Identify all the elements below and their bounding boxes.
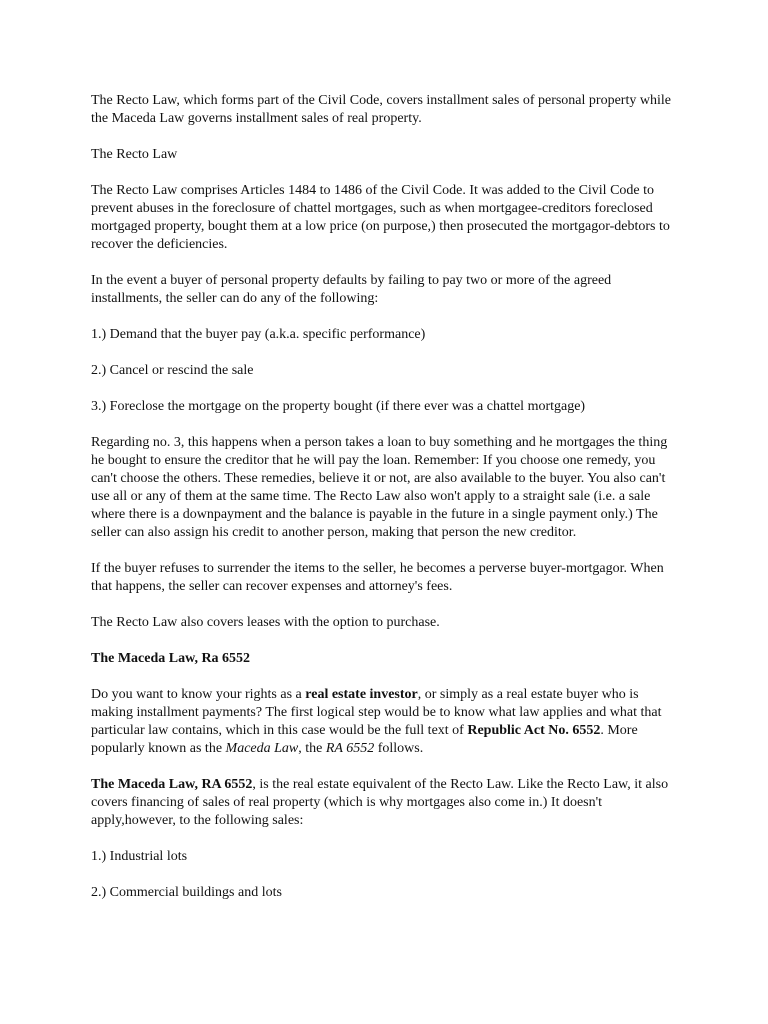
maceda-p1-text-4: , the [298,741,326,756]
maceda-law-paragraph-1 [91,686,678,758]
recto-law-paragraph-5: The Recto Law also covers leases with the option to purchase. [91,615,440,630]
maceda-law-paragraph-2 [91,776,678,830]
maceda-p1-text-5: follows. [374,741,424,756]
republic-act-bold: Republic Act No. 6552 [467,723,601,738]
maceda-exception-1: 1.) Industrial lots [91,849,188,864]
maceda-law-heading: The Maceda Law, Ra 6552 [91,651,251,666]
recto-law-paragraph-1: The Recto Law comprises Articles 1484 to 1486 of the Civil Code. It was added to the Civil Code to prevent abuses in the foreclosure of chattel mortgages, such as when mortgagee-creditors foreclosed mortgaged property, bought them at a low price (on purpose,) then prosecuted the mortgagor-debtors to recover the deficiencies. [91,183,670,252]
maceda-p2-text-1: , is the real estate equivalent of the Recto Law. Like the Recto Law, it also covers financing of sales of real property (which is why mortgages also come in.) It doesn't apply,however, to the following sales: [91,777,669,828]
recto-law-paragraph-3: Regarding no. 3, this happens when a person takes a loan to buy something and he mortgages the thing he bought to ensure the creditor that he will pay the loan. Remember: If you choose one remedy, you can't choose the others. These remedies, believe it or not, are also available to the buyer. You also can't use all or any of them at the same time. The Recto Law also won't apply to a straight sale (i.e. a sale where there is a downpayment and the balance is payable in the future in a single payment only.) The seller can also assign his credit to another person, making that person the new creditor. [91,435,668,540]
recto-remedy-3: 3.) Foreclose the mortgage on the property bought (if there ever was a chattel mortgage) [91,399,586,414]
maceda-p1-text-3: . More popularly known as the [91,723,638,756]
recto-remedy-2: 2.) Cancel or rescind the sale [91,363,254,378]
maceda-law-italic: Maceda Law [225,741,299,756]
recto-remedy-1: 1.) Demand that the buyer pay (a.k.a. specific performance) [91,327,426,342]
recto-law-paragraph-2: In the event a buyer of personal property defaults by failing to pay two or more of the agreed installments, the seller can do any of the following: [91,273,612,306]
recto-law-paragraph-4: If the buyer refuses to surrender the items to the seller, he becomes a perverse buyer-mortgagor. When that happens, the seller can recover expenses and attorney's fees. [91,561,664,594]
maceda-p1-text-2: , or simply as a real estate buyer who is making installment payments? The first logical step would be to know what law applies and what that particular law contains, which in this case would be the full text of [91,687,662,738]
recto-law-heading: The Recto Law [91,147,178,162]
maceda-p1-text-1: Do you want to know your rights as a [91,687,306,702]
maceda-law-ra-bold: The Maceda Law, RA 6552 [91,777,253,792]
ra-6552-italic: RA 6552 [325,741,375,756]
real-estate-investor-bold: real estate investor [305,687,418,702]
maceda-exception-2: 2.) Commercial buildings and lots [91,885,282,900]
intro-paragraph: The Recto Law, which forms part of the Civil Code, covers installment sales of personal property while the Maceda Law governs installment sales of real property. [91,93,671,126]
